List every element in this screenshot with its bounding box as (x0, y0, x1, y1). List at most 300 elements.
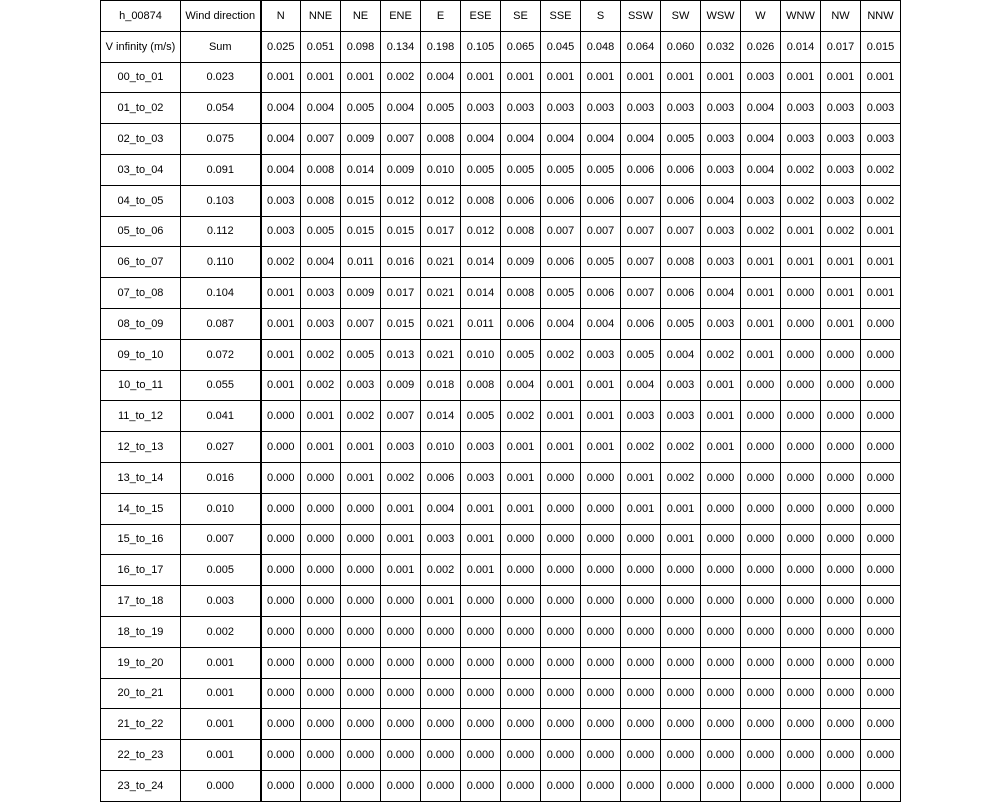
direction-total: 0.026 (741, 31, 781, 62)
frequency-cell: 0.000 (461, 647, 501, 678)
frequency-cell: 0.000 (301, 740, 341, 771)
frequency-cell: 0.000 (701, 616, 741, 647)
frequency-cell: 0.000 (581, 740, 621, 771)
frequency-cell: 0.003 (861, 124, 901, 155)
frequency-cell: 0.001 (741, 339, 781, 370)
frequency-cell: 0.001 (821, 62, 861, 93)
speed-bin-label: 17_to_18 (101, 586, 181, 617)
frequency-cell: 0.005 (581, 154, 621, 185)
frequency-cell: 0.003 (821, 154, 861, 185)
frequency-cell: 0.000 (861, 740, 901, 771)
frequency-cell: 0.014 (341, 154, 381, 185)
direction-header: ENE (381, 1, 421, 32)
frequency-cell: 0.000 (261, 401, 301, 432)
row-sum-cell: 0.104 (181, 278, 261, 309)
frequency-cell: 0.000 (821, 709, 861, 740)
frequency-cell: 0.000 (301, 524, 341, 555)
frequency-cell: 0.000 (301, 647, 341, 678)
frequency-cell: 0.003 (381, 432, 421, 463)
frequency-cell: 0.000 (541, 709, 581, 740)
row-sum-cell: 0.001 (181, 740, 261, 771)
frequency-cell: 0.000 (781, 709, 821, 740)
direction-total: 0.051 (301, 31, 341, 62)
frequency-cell: 0.000 (541, 770, 581, 801)
row-sum-cell: 0.001 (181, 647, 261, 678)
frequency-cell: 0.000 (821, 524, 861, 555)
frequency-cell: 0.001 (741, 278, 781, 309)
frequency-cell: 0.002 (381, 462, 421, 493)
frequency-cell: 0.007 (621, 185, 661, 216)
frequency-cell: 0.000 (341, 586, 381, 617)
frequency-cell: 0.000 (301, 770, 341, 801)
frequency-cell: 0.001 (701, 370, 741, 401)
frequency-cell: 0.000 (421, 709, 461, 740)
frequency-cell: 0.000 (541, 616, 581, 647)
frequency-cell: 0.003 (581, 93, 621, 124)
row-sum-cell: 0.005 (181, 555, 261, 586)
direction-total: 0.060 (661, 31, 701, 62)
frequency-cell: 0.003 (661, 401, 701, 432)
frequency-cell: 0.012 (421, 185, 461, 216)
direction-total: 0.065 (501, 31, 541, 62)
frequency-cell: 0.000 (301, 678, 341, 709)
frequency-cell: 0.000 (261, 462, 301, 493)
row-sum-cell: 0.010 (181, 493, 261, 524)
frequency-cell: 0.000 (261, 555, 301, 586)
frequency-cell: 0.000 (301, 555, 341, 586)
frequency-cell: 0.008 (501, 278, 541, 309)
direction-header: ESE (461, 1, 501, 32)
frequency-cell: 0.000 (501, 770, 541, 801)
frequency-cell: 0.000 (821, 401, 861, 432)
frequency-cell: 0.000 (581, 647, 621, 678)
frequency-cell: 0.000 (461, 709, 501, 740)
frequency-cell: 0.006 (661, 154, 701, 185)
frequency-cell: 0.007 (581, 216, 621, 247)
table-row (101, 154, 901, 185)
table-row (101, 308, 901, 339)
frequency-cell: 0.001 (701, 62, 741, 93)
wind-frequency-table (100, 0, 901, 802)
direction-header: NNE (301, 1, 341, 32)
frequency-cell: 0.003 (861, 93, 901, 124)
frequency-cell: 0.005 (661, 124, 701, 155)
frequency-cell: 0.003 (661, 370, 701, 401)
frequency-cell: 0.005 (541, 278, 581, 309)
frequency-cell: 0.003 (301, 278, 341, 309)
speed-bin-label: 20_to_21 (101, 678, 181, 709)
direction-header: S (581, 1, 621, 32)
row-sum-cell: 0.000 (181, 770, 261, 801)
table-row (101, 678, 901, 709)
table-id-label: h_00874 (101, 1, 181, 32)
frequency-cell: 0.001 (661, 62, 701, 93)
frequency-cell: 0.004 (541, 124, 581, 155)
frequency-cell: 0.002 (861, 154, 901, 185)
frequency-cell: 0.000 (781, 586, 821, 617)
frequency-cell: 0.018 (421, 370, 461, 401)
frequency-cell: 0.000 (581, 555, 621, 586)
frequency-cell: 0.005 (461, 401, 501, 432)
frequency-cell: 0.001 (541, 62, 581, 93)
frequency-cell: 0.008 (421, 124, 461, 155)
frequency-cell: 0.000 (741, 401, 781, 432)
row-sum-cell: 0.002 (181, 616, 261, 647)
frequency-cell: 0.000 (261, 586, 301, 617)
frequency-cell: 0.008 (501, 216, 541, 247)
frequency-cell: 0.000 (781, 770, 821, 801)
frequency-cell: 0.000 (821, 647, 861, 678)
frequency-cell: 0.001 (621, 62, 661, 93)
frequency-cell: 0.003 (701, 93, 741, 124)
frequency-cell: 0.004 (541, 308, 581, 339)
frequency-cell: 0.000 (541, 493, 581, 524)
row-sum-cell: 0.103 (181, 185, 261, 216)
frequency-cell: 0.002 (301, 339, 341, 370)
header-row-totals (101, 31, 901, 62)
direction-header: WSW (701, 1, 741, 32)
frequency-cell: 0.002 (661, 432, 701, 463)
frequency-cell: 0.000 (821, 616, 861, 647)
table-row (101, 401, 901, 432)
frequency-cell: 0.004 (581, 308, 621, 339)
frequency-cell: 0.008 (301, 154, 341, 185)
frequency-cell: 0.000 (461, 586, 501, 617)
frequency-cell: 0.003 (821, 124, 861, 155)
frequency-cell: 0.006 (621, 308, 661, 339)
frequency-cell: 0.008 (301, 185, 341, 216)
direction-header: NW (821, 1, 861, 32)
frequency-cell: 0.003 (701, 216, 741, 247)
frequency-cell: 0.000 (621, 678, 661, 709)
frequency-cell: 0.000 (581, 616, 621, 647)
frequency-cell: 0.001 (821, 278, 861, 309)
frequency-cell: 0.001 (741, 247, 781, 278)
direction-header: NE (341, 1, 381, 32)
frequency-cell: 0.007 (621, 278, 661, 309)
frequency-cell: 0.006 (541, 185, 581, 216)
frequency-cell: 0.000 (381, 616, 421, 647)
frequency-cell: 0.001 (501, 462, 541, 493)
frequency-cell: 0.001 (301, 62, 341, 93)
frequency-cell: 0.000 (501, 709, 541, 740)
frequency-cell: 0.000 (301, 493, 341, 524)
frequency-cell: 0.000 (501, 616, 541, 647)
row-sum-cell: 0.091 (181, 154, 261, 185)
frequency-cell: 0.001 (381, 555, 421, 586)
direction-total: 0.048 (581, 31, 621, 62)
frequency-cell: 0.000 (781, 401, 821, 432)
frequency-cell: 0.003 (701, 247, 741, 278)
direction-total: 0.064 (621, 31, 661, 62)
frequency-cell: 0.004 (741, 93, 781, 124)
frequency-cell: 0.001 (541, 401, 581, 432)
frequency-cell: 0.005 (501, 339, 541, 370)
frequency-cell: 0.000 (821, 586, 861, 617)
frequency-cell: 0.002 (341, 401, 381, 432)
frequency-cell: 0.004 (421, 62, 461, 93)
direction-total: 0.098 (341, 31, 381, 62)
frequency-cell: 0.000 (621, 770, 661, 801)
frequency-cell: 0.000 (701, 678, 741, 709)
speed-bin-label: 03_to_04 (101, 154, 181, 185)
frequency-cell: 0.005 (341, 93, 381, 124)
speed-bin-label: 05_to_06 (101, 216, 181, 247)
frequency-cell: 0.001 (541, 432, 581, 463)
frequency-cell: 0.001 (701, 432, 741, 463)
table-row (101, 586, 901, 617)
frequency-cell: 0.001 (261, 370, 301, 401)
frequency-cell: 0.006 (501, 308, 541, 339)
frequency-cell: 0.000 (701, 740, 741, 771)
frequency-cell: 0.000 (781, 493, 821, 524)
frequency-cell: 0.000 (821, 462, 861, 493)
direction-total: 0.017 (821, 31, 861, 62)
row-sum-cell: 0.001 (181, 678, 261, 709)
frequency-cell: 0.011 (461, 308, 501, 339)
frequency-cell: 0.000 (261, 770, 301, 801)
frequency-cell: 0.003 (541, 93, 581, 124)
frequency-cell: 0.000 (781, 524, 821, 555)
frequency-cell: 0.004 (621, 370, 661, 401)
speed-bin-label: 23_to_24 (101, 770, 181, 801)
frequency-cell: 0.004 (741, 154, 781, 185)
table-row (101, 555, 901, 586)
frequency-cell: 0.000 (461, 616, 501, 647)
frequency-cell: 0.000 (701, 493, 741, 524)
frequency-cell: 0.003 (461, 432, 501, 463)
direction-total: 0.032 (701, 31, 741, 62)
frequency-cell: 0.000 (781, 740, 821, 771)
frequency-cell: 0.001 (301, 432, 341, 463)
frequency-cell: 0.001 (581, 370, 621, 401)
frequency-cell: 0.006 (661, 185, 701, 216)
frequency-cell: 0.015 (341, 185, 381, 216)
frequency-cell: 0.000 (381, 709, 421, 740)
frequency-cell: 0.005 (621, 339, 661, 370)
frequency-cell: 0.000 (341, 678, 381, 709)
direction-header: SW (661, 1, 701, 32)
frequency-cell: 0.014 (421, 401, 461, 432)
table-row (101, 524, 901, 555)
frequency-cell: 0.000 (621, 616, 661, 647)
frequency-cell: 0.000 (781, 616, 821, 647)
frequency-cell: 0.000 (781, 339, 821, 370)
speed-bin-label: 08_to_09 (101, 308, 181, 339)
table-row (101, 740, 901, 771)
frequency-cell: 0.004 (461, 124, 501, 155)
frequency-cell: 0.000 (421, 647, 461, 678)
direction-total: 0.015 (861, 31, 901, 62)
frequency-cell: 0.006 (661, 278, 701, 309)
table-row (101, 493, 901, 524)
speed-bin-label: 04_to_05 (101, 185, 181, 216)
frequency-cell: 0.000 (861, 555, 901, 586)
frequency-cell: 0.001 (461, 524, 501, 555)
frequency-cell: 0.000 (501, 524, 541, 555)
frequency-cell: 0.000 (261, 616, 301, 647)
frequency-cell: 0.001 (781, 62, 821, 93)
frequency-cell: 0.004 (741, 124, 781, 155)
frequency-cell: 0.007 (301, 124, 341, 155)
frequency-cell: 0.003 (661, 93, 701, 124)
wind-direction-label: Wind direction (181, 1, 261, 32)
direction-header: N (261, 1, 301, 32)
table-row (101, 62, 901, 93)
frequency-cell: 0.000 (661, 678, 701, 709)
frequency-cell: 0.000 (301, 709, 341, 740)
speed-bin-label: 22_to_23 (101, 740, 181, 771)
frequency-cell: 0.007 (381, 401, 421, 432)
frequency-cell: 0.015 (341, 216, 381, 247)
frequency-cell: 0.000 (861, 339, 901, 370)
frequency-cell: 0.010 (421, 154, 461, 185)
frequency-cell: 0.002 (781, 185, 821, 216)
frequency-cell: 0.006 (501, 185, 541, 216)
frequency-cell: 0.002 (701, 339, 741, 370)
table-row (101, 93, 901, 124)
frequency-cell: 0.003 (261, 216, 301, 247)
frequency-cell: 0.001 (661, 493, 701, 524)
frequency-cell: 0.000 (421, 616, 461, 647)
frequency-cell: 0.009 (341, 124, 381, 155)
frequency-cell: 0.021 (421, 339, 461, 370)
frequency-cell: 0.006 (421, 462, 461, 493)
row-sum-cell: 0.087 (181, 308, 261, 339)
frequency-cell: 0.001 (581, 432, 621, 463)
frequency-cell: 0.001 (261, 339, 301, 370)
frequency-cell: 0.000 (821, 678, 861, 709)
frequency-cell: 0.000 (861, 308, 901, 339)
table-row (101, 647, 901, 678)
frequency-cell: 0.000 (581, 493, 621, 524)
frequency-cell: 0.000 (581, 678, 621, 709)
direction-total: 0.198 (421, 31, 461, 62)
frequency-cell: 0.000 (581, 462, 621, 493)
frequency-cell: 0.001 (501, 62, 541, 93)
frequency-cell: 0.005 (421, 93, 461, 124)
frequency-cell: 0.000 (861, 770, 901, 801)
row-sum-cell: 0.027 (181, 432, 261, 463)
frequency-cell: 0.013 (381, 339, 421, 370)
frequency-cell: 0.001 (781, 216, 821, 247)
frequency-cell: 0.000 (261, 678, 301, 709)
frequency-cell: 0.003 (261, 185, 301, 216)
frequency-cell: 0.004 (501, 370, 541, 401)
frequency-cell: 0.000 (341, 555, 381, 586)
frequency-cell: 0.000 (741, 493, 781, 524)
frequency-cell: 0.003 (461, 462, 501, 493)
frequency-cell: 0.000 (821, 555, 861, 586)
frequency-cell: 0.001 (261, 278, 301, 309)
frequency-cell: 0.000 (661, 586, 701, 617)
frequency-cell: 0.000 (741, 770, 781, 801)
frequency-cell: 0.014 (461, 247, 501, 278)
frequency-cell: 0.001 (301, 401, 341, 432)
frequency-cell: 0.001 (341, 62, 381, 93)
row-sum-cell: 0.054 (181, 93, 261, 124)
frequency-cell: 0.000 (821, 339, 861, 370)
frequency-cell: 0.000 (821, 740, 861, 771)
direction-header: W (741, 1, 781, 32)
speed-bin-label: 12_to_13 (101, 432, 181, 463)
frequency-cell: 0.000 (261, 709, 301, 740)
frequency-cell: 0.003 (741, 62, 781, 93)
table-row (101, 339, 901, 370)
frequency-cell: 0.000 (381, 586, 421, 617)
frequency-cell: 0.000 (541, 524, 581, 555)
frequency-cell: 0.000 (701, 647, 741, 678)
frequency-cell: 0.000 (381, 770, 421, 801)
frequency-cell: 0.002 (301, 370, 341, 401)
row-sum-cell: 0.055 (181, 370, 261, 401)
frequency-cell: 0.000 (781, 462, 821, 493)
frequency-cell: 0.000 (861, 616, 901, 647)
frequency-cell: 0.000 (501, 647, 541, 678)
frequency-cell: 0.000 (661, 709, 701, 740)
frequency-cell: 0.001 (381, 524, 421, 555)
frequency-cell: 0.003 (621, 93, 661, 124)
frequency-cell: 0.003 (301, 308, 341, 339)
frequency-cell: 0.006 (541, 247, 581, 278)
frequency-cell: 0.000 (501, 586, 541, 617)
frequency-cell: 0.021 (421, 308, 461, 339)
frequency-cell: 0.000 (781, 278, 821, 309)
frequency-cell: 0.000 (381, 678, 421, 709)
frequency-cell: 0.000 (741, 432, 781, 463)
frequency-cell: 0.000 (861, 524, 901, 555)
frequency-cell: 0.000 (821, 770, 861, 801)
frequency-cell: 0.003 (461, 93, 501, 124)
frequency-cell: 0.003 (741, 185, 781, 216)
frequency-cell: 0.004 (421, 493, 461, 524)
frequency-cell: 0.004 (381, 93, 421, 124)
table-row (101, 370, 901, 401)
frequency-cell: 0.003 (781, 124, 821, 155)
frequency-cell: 0.001 (461, 493, 501, 524)
frequency-cell: 0.001 (341, 432, 381, 463)
frequency-cell: 0.001 (341, 462, 381, 493)
frequency-cell: 0.003 (821, 93, 861, 124)
frequency-cell: 0.005 (661, 308, 701, 339)
row-sum-cell: 0.041 (181, 401, 261, 432)
frequency-cell: 0.001 (661, 524, 701, 555)
frequency-cell: 0.000 (861, 462, 901, 493)
frequency-cell: 0.000 (701, 586, 741, 617)
frequency-cell: 0.000 (821, 432, 861, 463)
table-row (101, 247, 901, 278)
frequency-cell: 0.007 (381, 124, 421, 155)
speed-bin-label: 02_to_03 (101, 124, 181, 155)
row-sum-cell: 0.110 (181, 247, 261, 278)
frequency-cell: 0.003 (621, 401, 661, 432)
frequency-cell: 0.007 (621, 247, 661, 278)
frequency-cell: 0.004 (661, 339, 701, 370)
frequency-cell: 0.003 (421, 524, 461, 555)
frequency-cell: 0.003 (701, 154, 741, 185)
frequency-cell: 0.000 (661, 616, 701, 647)
frequency-cell: 0.005 (461, 154, 501, 185)
frequency-cell: 0.000 (741, 586, 781, 617)
frequency-cell: 0.000 (741, 740, 781, 771)
frequency-cell: 0.002 (621, 432, 661, 463)
frequency-cell: 0.008 (661, 247, 701, 278)
table-row (101, 709, 901, 740)
frequency-cell: 0.009 (341, 278, 381, 309)
frequency-cell: 0.015 (381, 216, 421, 247)
frequency-cell: 0.002 (261, 247, 301, 278)
frequency-cell: 0.001 (421, 586, 461, 617)
